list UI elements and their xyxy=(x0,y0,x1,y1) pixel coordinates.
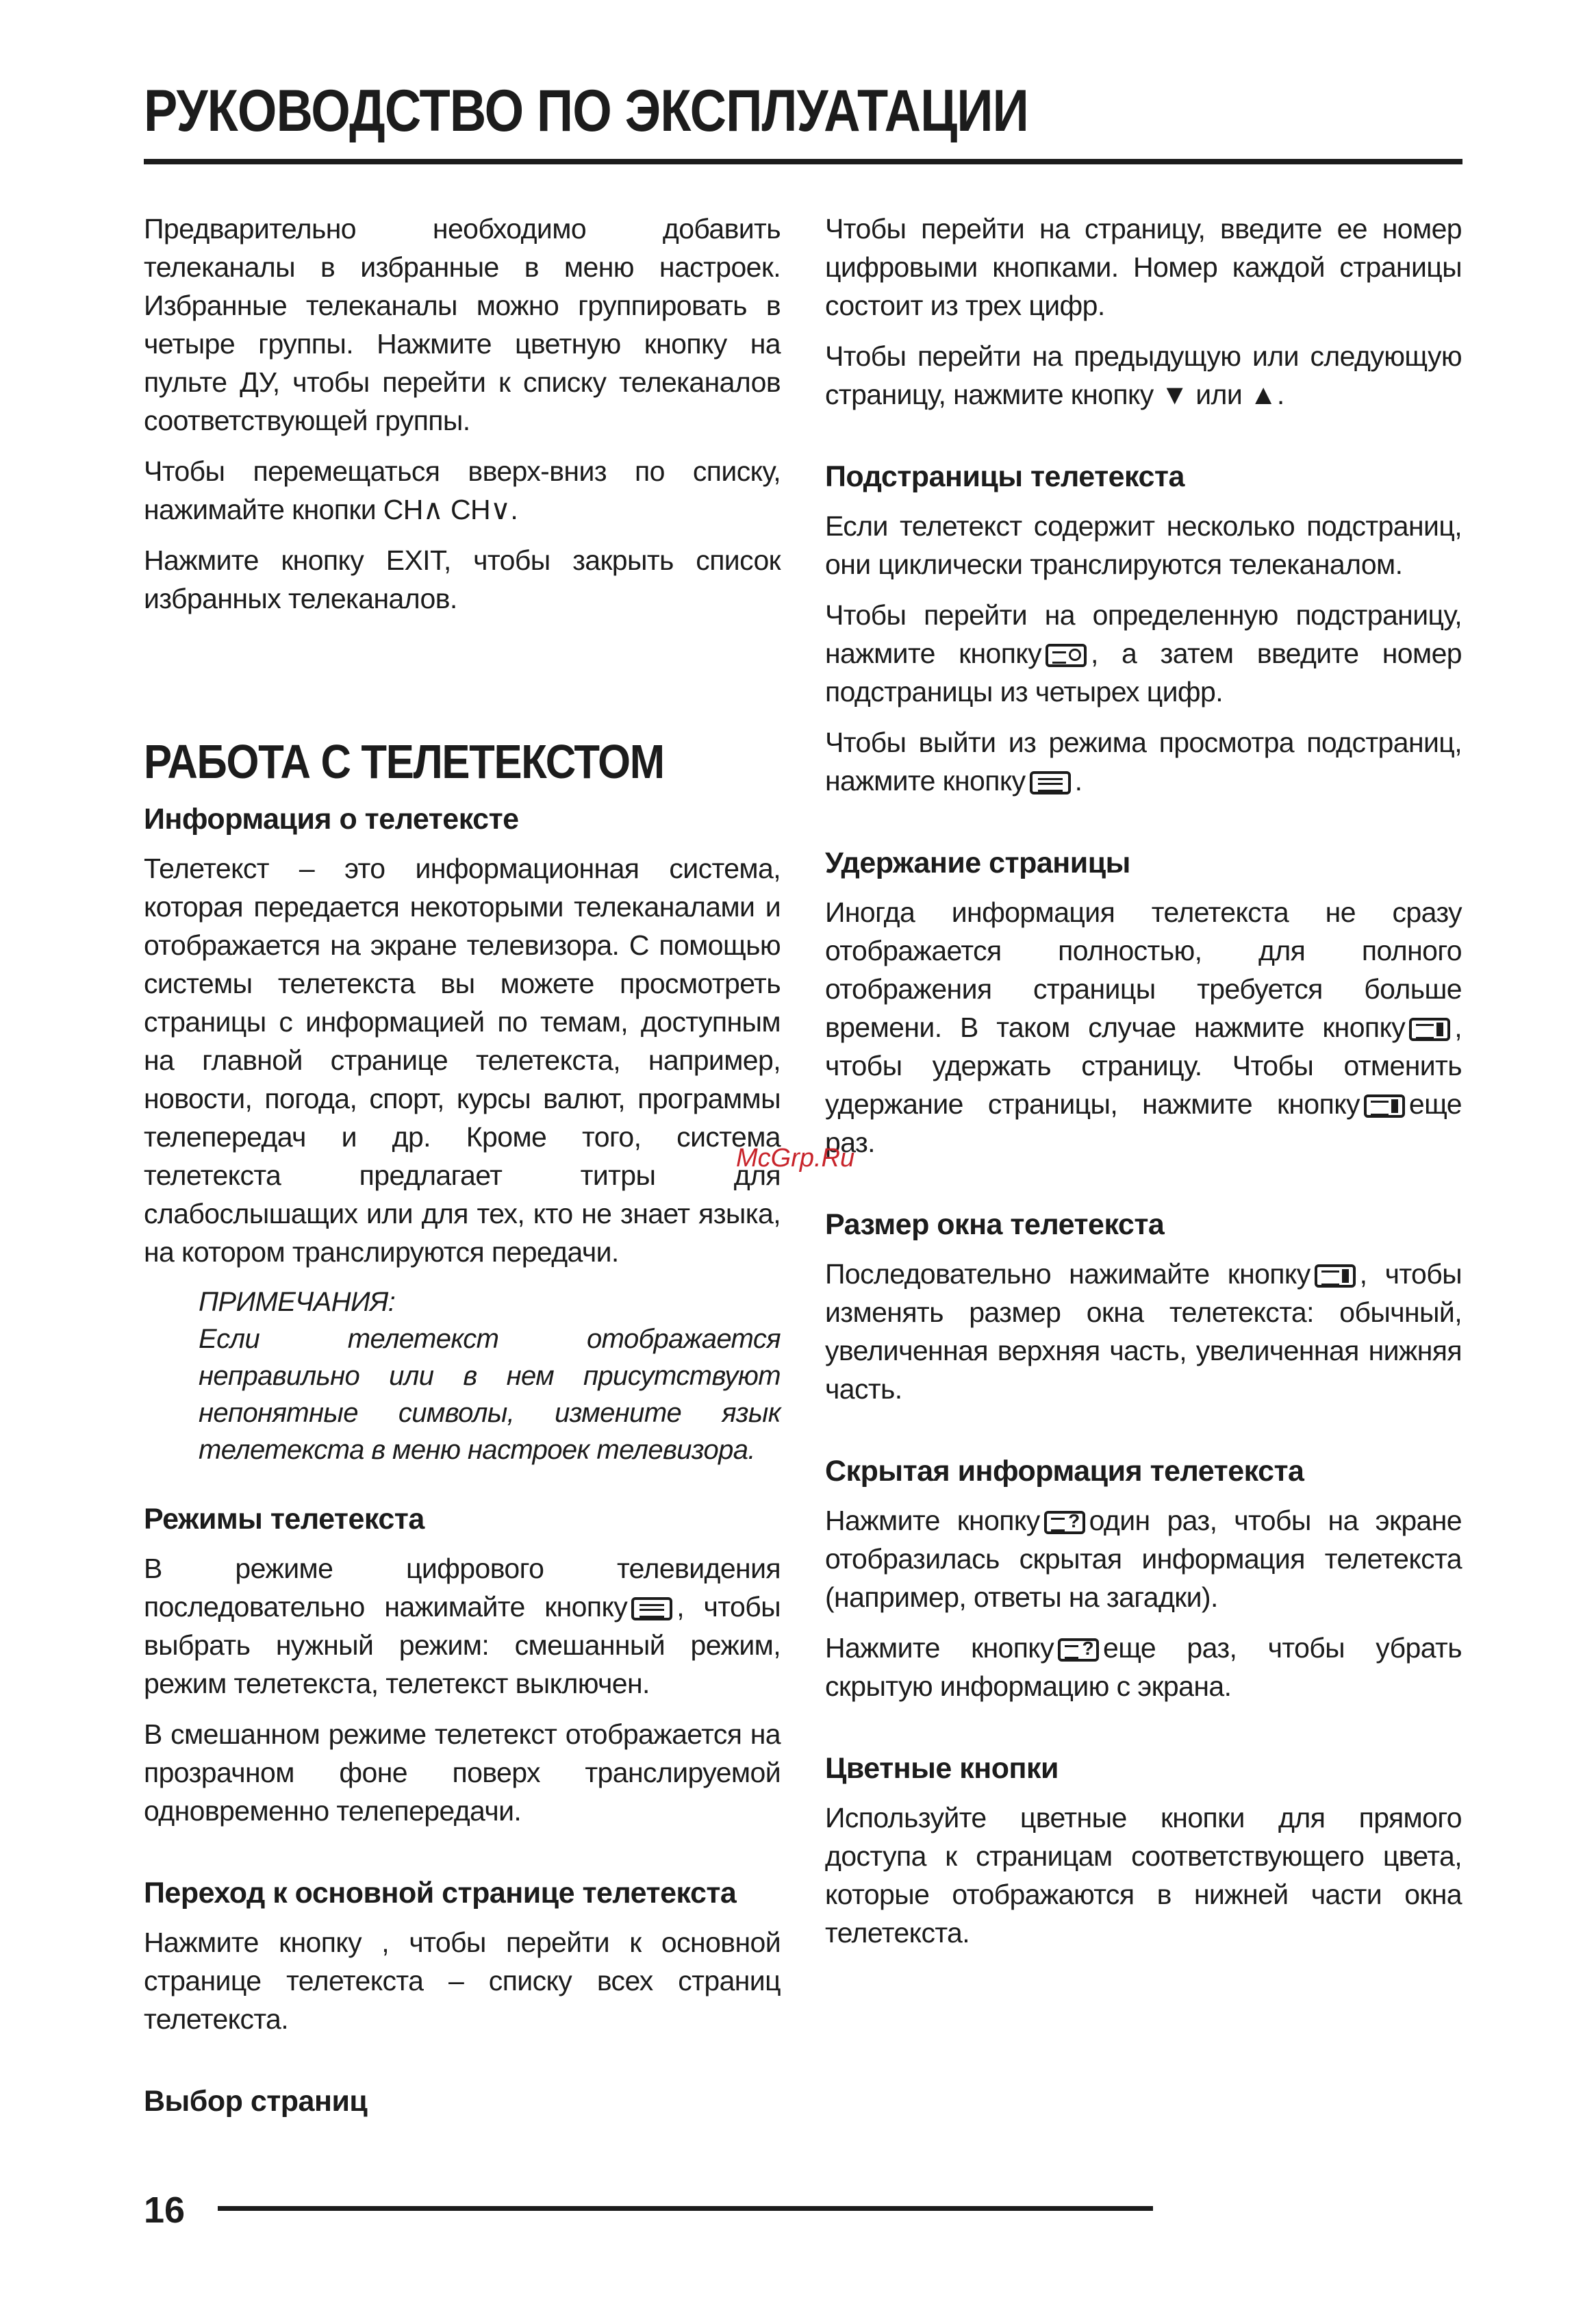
color-buttons-heading: Цветные кнопки xyxy=(825,1752,1059,1785)
modes-heading: Режимы телетекста xyxy=(144,1503,425,1536)
page-title: РУКОВОДСТВО ПО ЭКСПЛУАТАЦИИ xyxy=(144,78,1028,144)
intro-paragraph-2: Чтобы перемещаться вверх-вниз по списку, нажимайте кнопки CH∧ CH∨. xyxy=(144,455,781,525)
teletext-icon xyxy=(1030,771,1071,794)
note-text: Если телетекст отображается неправильно или в нем присутствуют непонятные символы, измените язык телетекста в меню настроек телевизора. xyxy=(199,1324,781,1465)
teletext-icon xyxy=(631,1597,672,1620)
main-page-heading: Переход к основной странице телетекста xyxy=(144,1877,737,1909)
hidden-paragraph-1: Нажмите кнопку? один раз, чтобы на экране отобразилась скрытая информация телетекста (например, ответы на загадки). xyxy=(825,1501,1462,1616)
left-column xyxy=(144,210,781,2131)
subpage-icon xyxy=(1046,644,1087,667)
hold-paragraph: Иногда информация телетекста не сразу отображается полностью, для полного отображения страницы требуется больше времени. В таком случае нажмите кнопку , чтобы удержать страницу. Чтобы отменить удержание страницы, нажмите кнопку еще раз. xyxy=(825,897,1462,1158)
note-label: ПРИМЕЧАНИЯ: xyxy=(199,1287,396,1317)
color-buttons-text: Используйте цветные кнопки для прямого доступа к страницам соответствующего цвета, которые отображаются в нижней части окна телетекста. xyxy=(825,1802,1462,1949)
footer-rule xyxy=(218,2206,1153,2211)
note xyxy=(144,1284,781,1468)
select-paragraph-2: Чтобы перейти на предыдущую или следующую страницу, нажмите кнопку ▼ или ▲. xyxy=(825,340,1462,410)
subpages-paragraph-3: Чтобы выйти из режима просмотра подстраниц, нажмите кнопку . xyxy=(825,727,1462,797)
hold-icon xyxy=(1364,1094,1405,1118)
right-column xyxy=(825,210,1462,1964)
size-heading: Размер окна телетекста xyxy=(825,1208,1165,1241)
select-pages-heading: Выбор страниц xyxy=(144,2085,368,2118)
modes-paragraph-2: В смешанном режиме телетекст отображается на прозрачном фоне поверх транслируемой одновременно телепередачи. xyxy=(144,1718,781,1827)
info-heading: Информация о телетексте xyxy=(144,803,519,836)
size-icon xyxy=(1315,1264,1356,1288)
page-number: 16 xyxy=(144,2190,186,2231)
subpages-heading: Подстраницы телетекста xyxy=(825,460,1185,493)
section-title: РАБОТА С ТЕЛЕТЕКСТОМ xyxy=(144,735,664,788)
size-paragraph: Последовательно нажимайте кнопку , чтобы изменять размер окна телетекста: обычный, увеличенная верхняя часть, увеличенная нижняя часть. xyxy=(825,1258,1462,1405)
title-rule xyxy=(144,159,1462,164)
hidden-paragraph-2: Нажмите кнопку? еще раз, чтобы убрать скрытую информацию с экрана. xyxy=(825,1629,1462,1705)
reveal-icon xyxy=(1058,1638,1099,1662)
main-page-text: Нажмите кнопку , чтобы перейти к основной странице телетекста – списку всех страниц телетекста. xyxy=(144,1927,781,2035)
watermark: McGrp.Ru xyxy=(736,1144,855,1173)
select-paragraph-1: Чтобы перейти на страницу, введите ее номер цифровыми кнопками. Номер каждой страницы состоит из трех цифр. xyxy=(825,213,1462,321)
modes-paragraph-1: В режиме цифрового телевидения последовательно нажимайте кнопку , чтобы выбрать нужный режим: смешанный режим, режим телетекста, телетекст выключен. xyxy=(144,1553,781,1699)
hold-icon xyxy=(1409,1018,1450,1041)
subpages-paragraph-1: Если телетекст содержит несколько подстраниц, они циклически транслируются телеканалом. xyxy=(825,510,1462,580)
subpages-paragraph-2: Чтобы перейти на определенную подстраницу, нажмите кнопку , а затем введите номер подстраницы из четырех цифр. xyxy=(825,599,1462,708)
hold-heading: Удержание страницы xyxy=(825,847,1130,879)
info-text: Телетекст – это информационная система, которая передается некоторыми телеканалами и отображается на экране телевизора. С помощью системы телетекста вы можете просмотреть страницы с информацией по темам, доступным на главной странице телетекста, например, новости, погода, спорт, курсы валют, программы телепередач и др. Кроме того, система телетекста предлагает титры для слабослышащих или для тех, кто не знает языка, на котором транслируются передачи. xyxy=(144,853,781,1268)
intro-paragraph-1: Предварительно необходимо добавить телеканалы в избранные в меню настроек. Избранные телеканалы можно группировать в четыре группы. Нажмите цветную кнопку на пульте ДУ, чтобы перейти к списку телеканалов соответствующей группы. xyxy=(144,213,781,436)
reveal-icon xyxy=(1044,1511,1085,1534)
intro-paragraph-3: Нажмите кнопку EXIT, чтобы закрыть список избранных телеканалов. xyxy=(144,544,781,614)
hidden-heading: Скрытая информация телетекста xyxy=(825,1455,1304,1488)
